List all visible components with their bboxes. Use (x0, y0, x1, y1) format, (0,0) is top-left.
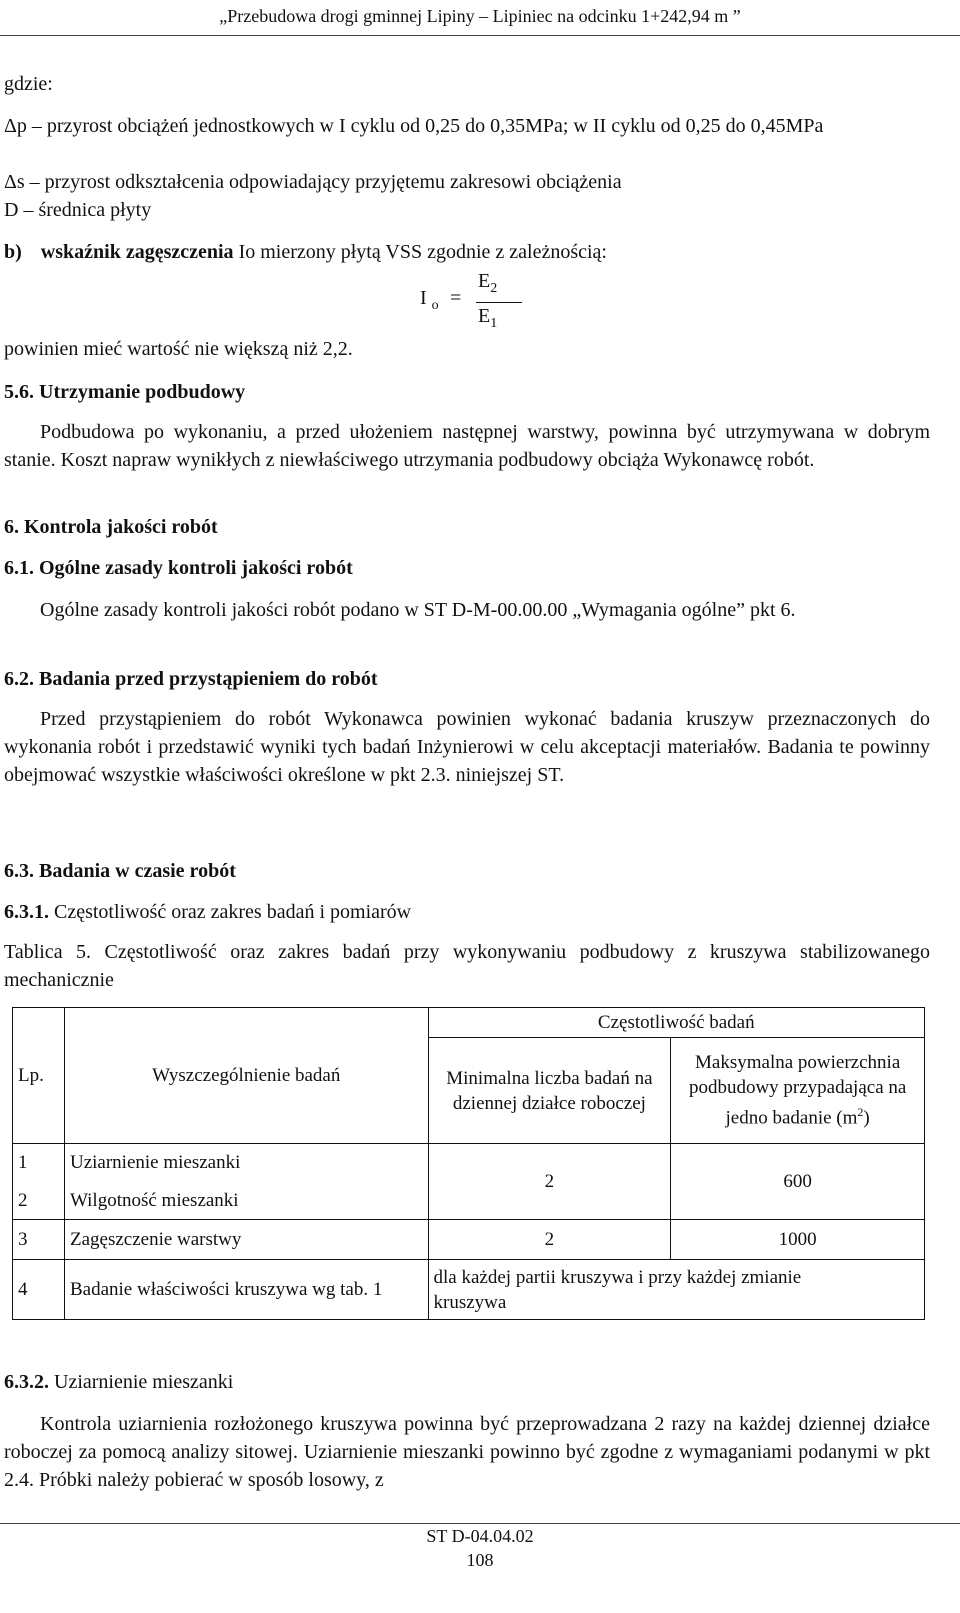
row4-span: dla każdej partii kruszywa i przy każdej zmianie kruszywa (428, 1260, 924, 1320)
dp-definition: Δp – przyrost obciążeń jednostkowych w I cyklu od 0,25 do 0,35MPa; w II cyklu od 0,25 do 0,45MPa (4, 115, 824, 137)
formula-numerator-sub: 2 (490, 281, 498, 296)
section-6-2-heading: 6.2. Badania przed przystąpieniem do robót (4, 668, 378, 690)
header-lp: Lp. (13, 1008, 65, 1144)
table-row (13, 1144, 925, 1182)
section-5-6-paragraph: Podbudowa po wykonaniu, a przed ułożeniem następnej warstwy, powinna być utrzymywana w dobrym stanie. Koszt napraw wynikłych z niewłaściwego utrzymania podbudowy obciąża Wykonawcę robót. (4, 421, 930, 471)
section-6-3-2-title: Uziarnienie mieszanki (49, 1371, 234, 1393)
section-6-heading: 6. Kontrola jakości robót (4, 516, 218, 538)
header-czestotliwosc: Częstotliwość badań (428, 1008, 924, 1038)
item-b (4, 238, 607, 266)
formula-denominator: E (478, 305, 491, 327)
row2-name: Wilgotność mieszanki (64, 1182, 428, 1220)
row12-min: 2 (428, 1144, 671, 1220)
item-b-label: b) (4, 241, 22, 263)
header-min-count: Minimalna liczba badań na dziennej działce roboczej (428, 1038, 671, 1144)
footer-rule (0, 1523, 960, 1524)
compaction-formula (420, 270, 530, 340)
header-max-area-end: ) (863, 1107, 870, 1129)
page-number: 108 (466, 1550, 494, 1570)
section-6-3-2-paragraph: Kontrola uziarnienia rozłożonego kruszywa powinna być przeprowadzana 2 razy na każdej dziennej działce roboczej za pomocą analizy sitowej. Uziarnienie mieszanki powinno być zgodne z wymaganiami podanymi w pkt 2.4. Próbki należy pobierać w sposób losowy, z (4, 1413, 930, 1491)
item-b-rest: Io mierzony płytą VSS zgodnie z zależnością: (233, 241, 607, 263)
row4-lp: 4 (13, 1260, 65, 1320)
section-6-3-heading: 6.3. Badania w czasie robót (4, 860, 236, 882)
section-6-3-1-title: Częstotliwość oraz zakres badań i pomiarów (49, 901, 412, 923)
table-row (13, 1260, 925, 1320)
formula-equals: = (450, 287, 462, 309)
frequency-table (12, 1007, 925, 1320)
section-6-1-paragraph: Ogólne zasady kontroli jakości robót podano w ST D-M-00.00.00 „Wymagania ogólne” pkt 6. (40, 599, 796, 621)
row3-min: 2 (428, 1220, 671, 1260)
header-max-area (671, 1038, 925, 1144)
header-max-area-text: Maksymalna powierzchnia podbudowy przypadająca na jedno badanie (m (688, 1052, 907, 1129)
row1-name: Uziarnienie mieszanki (64, 1144, 428, 1182)
section-6-3-2-number: 6.3.2. (4, 1371, 49, 1393)
section-6-2-paragraph: Przed przystąpieniem do robót Wykonawca powinien wykonać badania kruszyw przeznaczonych do wykonania robót i przedstawić wyniki tych badań Inżynierowi w celu akceptacji materiałów. Badania te powinny obejmować wszystkie właściwości określone w pkt 2.3. niniejszej ST. (4, 708, 930, 786)
gdzie-label: gdzie: (4, 73, 53, 95)
row12-max: 600 (671, 1144, 925, 1220)
section-5-6-heading: 5.6. Utrzymanie podbudowy (4, 381, 246, 403)
formula-numerator: E (478, 270, 491, 292)
row4-name: Badanie właściwości kruszywa wg tab. 1 (64, 1260, 428, 1320)
formula-lhs: I (420, 287, 427, 309)
footer-code: ST D-04.04.02 (426, 1526, 534, 1546)
header-rule (0, 35, 960, 36)
formula-denominator-sub: 1 (490, 316, 498, 331)
section-6-3-1-number: 6.3.1. (4, 901, 49, 923)
fraction-bar (476, 302, 522, 303)
row1-lp: 1 (13, 1144, 65, 1182)
table-header-row-1 (13, 1008, 925, 1038)
section-6-1-heading: 6.1. Ogólne zasady kontroli jakości robót (4, 557, 353, 579)
header-max-area-sup: 2 (857, 1105, 864, 1120)
powinien-text: powinien mieć wartość nie większą niż 2,2. (4, 338, 353, 360)
table-caption: Tablica 5. Częstotliwość oraz zakres badań przy wykonywaniu podbudowy z kruszywa stabilizowanego mechanicznie (4, 941, 930, 991)
page-header: „Przebudowa drogi gminnej Lipiny – Lipiniec na odcinku 1+242,94 m ” (219, 6, 741, 26)
row3-lp: 3 (13, 1220, 65, 1260)
row3-max: 1000 (671, 1220, 925, 1260)
d-definition: D – średnica płyty (4, 199, 152, 221)
row2-lp: 2 (13, 1182, 65, 1220)
item-b-bold: wskaźnik zagęszczenia (40, 241, 234, 263)
ds-definition: Δs – przyrost odkształcenia odpowiadający przyjętemu zakresowi obciążenia (4, 171, 622, 193)
row3-name: Zagęszczenie warstwy (64, 1220, 428, 1260)
header-wyszczegolnienie: Wyszczególnienie badań (64, 1008, 428, 1144)
table-row (13, 1220, 925, 1260)
section-6-3-2-heading (4, 1368, 233, 1396)
formula-lhs-sub: o (431, 298, 439, 313)
section-6-3-1-heading (4, 898, 411, 926)
